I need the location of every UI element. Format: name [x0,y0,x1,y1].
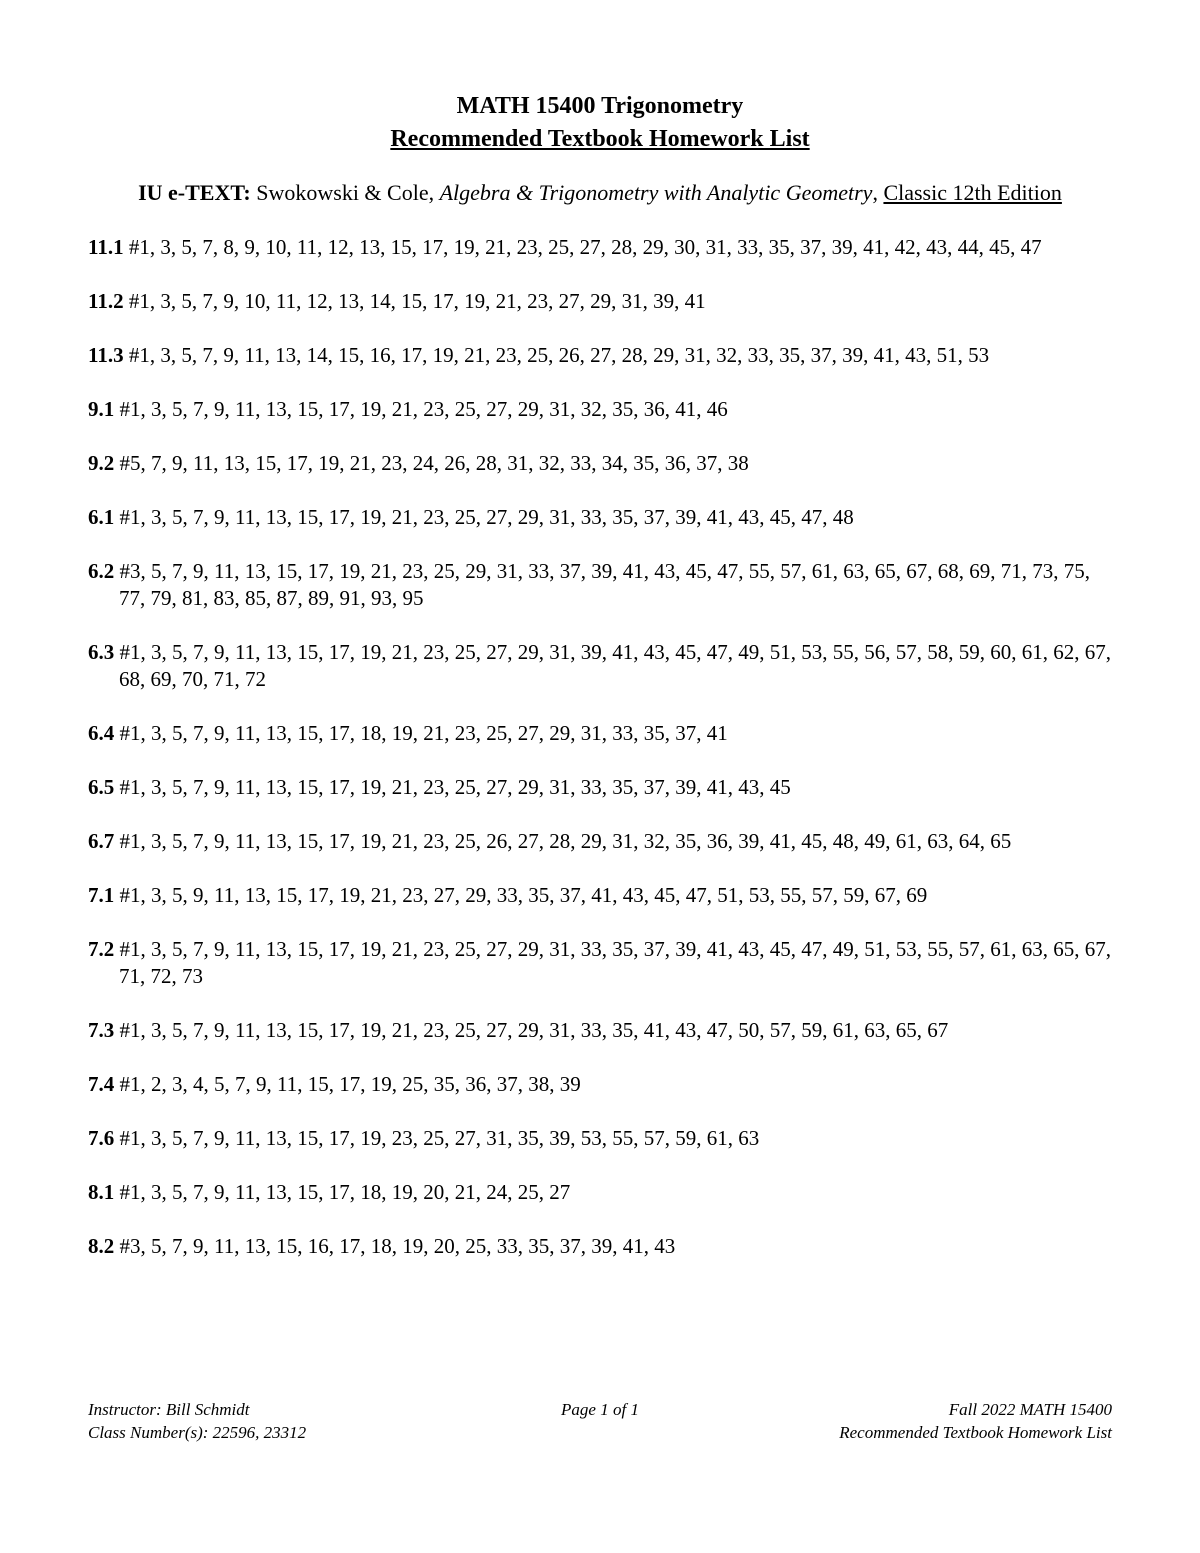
section-item [88,1125,1118,1152]
section-item [88,639,1118,693]
textbook-edition: Classic 12th Edition [883,180,1062,205]
section-item [88,504,1118,531]
section-item [88,1233,1118,1260]
section-number: 9.1 [88,397,115,421]
section-item [88,720,1118,747]
section-item [88,1179,1118,1206]
section-problems: #1, 3, 5, 7, 9, 11, 13, 15, 17, 19, 21, 23, 25, 27, 29, 31, 33, 35, 37, 39, 41, 43, 45, 47, 49, 51, 53, 55, 57, 61, 63, 65, 67, 71, 72, 73 [119,937,1111,988]
section-item [88,828,1118,855]
textbook-label: IU e-TEXT: [138,180,251,205]
page-title: MATH 15400 Trigonometry [456,93,744,119]
section-number: 8.1 [88,1180,115,1204]
section-item [88,450,1118,477]
section-item [88,936,1118,990]
section-item [88,288,1118,315]
textbook-separator: , [872,180,878,205]
section-item [88,234,1118,261]
section-problems: #5, 7, 9, 11, 13, 15, 17, 19, 21, 23, 24, 26, 28, 31, 32, 33, 34, 35, 36, 37, 38 [119,451,749,475]
section-number: 6.3 [88,640,115,664]
section-item [88,774,1118,801]
section-number: 6.5 [88,775,115,799]
section-item [88,1071,1118,1098]
section-problems: #1, 3, 5, 7, 8, 9, 10, 11, 12, 13, 15, 17, 19, 21, 23, 25, 27, 28, 29, 30, 31, 33, 35, 37, 39, 41, 42, 43, 44, 45, 47 [128,235,1042,259]
section-problems: #1, 3, 5, 7, 9, 11, 13, 15, 17, 19, 21, 23, 25, 27, 29, 31, 32, 35, 36, 41, 46 [119,397,728,421]
section-problems: #3, 5, 7, 9, 11, 13, 15, 16, 17, 18, 19, 20, 25, 33, 35, 37, 39, 41, 43 [119,1234,676,1258]
section-number: 11.2 [88,289,124,313]
section-problems: #1, 2, 3, 4, 5, 7, 9, 11, 15, 17, 19, 25, 35, 36, 37, 38, 39 [119,1072,581,1096]
footer-instructor: Instructor: Bill Schmidt [88,1400,250,1419]
footer-class-numbers: Class Number(s): 22596, 23312 [88,1423,307,1442]
footer-term: Fall 2022 MATH 15400 [948,1400,1112,1419]
homework-sections [88,234,1118,1287]
section-problems: #1, 3, 5, 9, 11, 13, 15, 17, 19, 21, 23, 27, 29, 33, 35, 37, 41, 43, 45, 47, 51, 53, 55, 57, 59, 67, 69 [119,883,928,907]
section-number: 9.2 [88,451,115,475]
section-number: 7.3 [88,1018,115,1042]
footer-right [839,1398,1112,1444]
section-problems: #1, 3, 5, 7, 9, 11, 13, 15, 17, 18, 19, 20, 21, 24, 25, 27 [119,1180,571,1204]
section-item [88,1017,1118,1044]
section-problems: #1, 3, 5, 7, 9, 11, 13, 15, 17, 18, 19, 21, 23, 25, 27, 29, 31, 33, 35, 37, 41 [119,721,728,745]
section-problems: #1, 3, 5, 7, 9, 10, 11, 12, 13, 14, 15, 17, 19, 21, 23, 27, 29, 31, 39, 41 [128,289,706,313]
section-number: 7.4 [88,1072,115,1096]
page-footer [88,1398,1112,1448]
section-number: 6.2 [88,559,115,583]
section-item [88,882,1118,909]
section-item [88,396,1118,423]
section-number: 7.6 [88,1126,115,1150]
section-problems: #1, 3, 5, 7, 9, 11, 13, 15, 17, 19, 21, 23, 25, 26, 27, 28, 29, 31, 32, 35, 36, 39, 41, 45, 48, 49, 61, 63, 64, 65 [119,829,1012,853]
section-item [88,342,1118,369]
footer-doc-name: Recommended Textbook Homework List [839,1423,1112,1442]
textbook-line [0,178,1200,208]
textbook-authors: Swokowski & Cole, [256,180,435,205]
section-number: 11.3 [88,343,124,367]
footer-page-number: Page 1 of 1 [561,1400,639,1419]
section-number: 6.1 [88,505,115,529]
section-problems: #3, 5, 7, 9, 11, 13, 15, 17, 19, 21, 23, 25, 29, 31, 33, 37, 39, 41, 43, 45, 47, 55, 57, 61, 63, 65, 67, 68, 69, 71, 73, 75, 77, 79, 81, 83, 85, 87, 89, 91, 93, 95 [119,559,1090,610]
section-number: 7.2 [88,937,115,961]
section-problems: #1, 3, 5, 7, 9, 11, 13, 15, 17, 19, 23, 25, 27, 31, 35, 39, 53, 55, 57, 59, 61, 63 [119,1126,760,1150]
section-number: 8.2 [88,1234,115,1258]
section-number: 7.1 [88,883,115,907]
section-number: 6.4 [88,721,115,745]
textbook-title: Algebra & Trigonometry with Analytic Geometry [439,180,873,205]
page-subtitle: Recommended Textbook Homework List [390,126,810,152]
section-problems: #1, 3, 5, 7, 9, 11, 13, 15, 17, 19, 21, 23, 25, 27, 29, 31, 33, 35, 37, 39, 41, 43, 45 [119,775,791,799]
section-number: 6.7 [88,829,115,853]
section-problems: #1, 3, 5, 7, 9, 11, 13, 15, 17, 19, 21, 23, 25, 27, 29, 31, 39, 41, 43, 45, 47, 49, 51, 53, 55, 56, 57, 58, 59, 60, 61, 62, 67, 68, 69, 70, 71, 72 [119,640,1111,691]
section-item [88,558,1118,612]
section-problems: #1, 3, 5, 7, 9, 11, 13, 15, 17, 19, 21, 23, 25, 27, 29, 31, 33, 35, 37, 39, 41, 43, 45, 47, 48 [119,505,854,529]
section-problems: #1, 3, 5, 7, 9, 11, 13, 14, 15, 16, 17, 19, 21, 23, 25, 26, 27, 28, 29, 31, 32, 33, 35, 37, 39, 41, 43, 51, 53 [128,343,990,367]
section-number: 11.1 [88,235,124,259]
section-problems: #1, 3, 5, 7, 9, 11, 13, 15, 17, 19, 21, 23, 25, 27, 29, 31, 33, 35, 41, 43, 47, 50, 57, 59, 61, 63, 65, 67 [119,1018,949,1042]
